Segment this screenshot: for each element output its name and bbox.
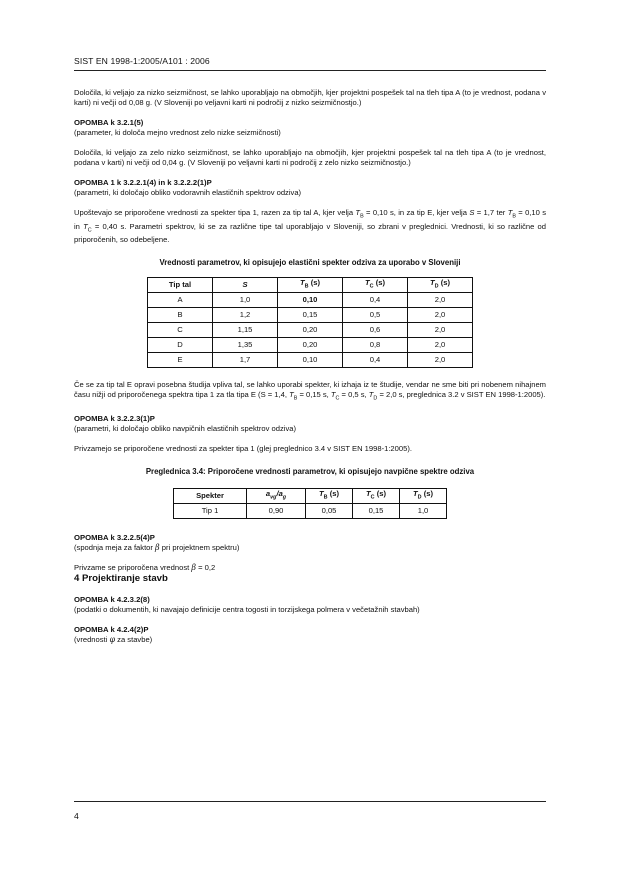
- col-header-tb: $T_B$ (s): [278, 278, 343, 293]
- phi-symbol: φ: [109, 634, 116, 644]
- cell-s: 1,35: [213, 338, 278, 353]
- cell-avg: 0,90: [247, 503, 306, 518]
- col-header-tip-tal: Tip tal: [148, 278, 213, 293]
- cell-tb: 0,10: [278, 293, 343, 308]
- table2-title: Preglednica 3.4: Priporočene vrednosti parametrov, ki opisujejo navpične spektre odziva: [145, 466, 475, 476]
- intro-paragraph: Določila, ki veljajo za nizko seizmičnost, se lahko uporabljajo na območjih, kjer projektni pospešek tal na tleh tipa A (to je vrednost, podana v karti) ni večji od 0,08 g. (V Sloveniji po veljavni karti ni področij z nizko seizmičnostjo.): [74, 88, 546, 107]
- note-title-3-2-2-1: OPOMBA 1 k 3.2.2.1(4) in k 3.2.2.2(1)P: [74, 178, 212, 187]
- col-header-td: $T_D$ (s): [408, 278, 473, 293]
- cell-tb: 0,10: [278, 353, 343, 368]
- cell-td: 2,0: [408, 323, 473, 338]
- cell-td: 1,0: [400, 503, 447, 518]
- table-soil-parameters: [147, 277, 473, 368]
- note-title-3-2-1-5: OPOMBA k 3.2.1(5): [74, 118, 144, 127]
- page-content: [74, 88, 546, 645]
- col-header-tc: $T_C$ (s): [353, 488, 400, 503]
- page-header: SIST EN 1998-1:2005/A101 : 2006: [74, 56, 210, 66]
- note-text-3-2-2-1: Upoštevajo se priporočene vrednosti za spekter tipa 1, razen za tip tal A, kjer velja $T_B = 0,10$ s, in za tip E, kjer velja S = 1,7 ter $T_B = 0,10$ s in $T_C = 0,40$ s. Parametri spektrov, ki se za različne tipe tal uporabljajo v Sloveniji, so zbrani v preglednici. Vrednosti, ki so različne od priporočenih, so odebeljene.: [74, 208, 547, 245]
- cell-tip: C: [148, 323, 213, 338]
- table1-title: Vrednosti parametrov, ki opisujejo elastični spekter odziva za uporabo v Sloveniji: [159, 258, 461, 268]
- table-row: [174, 503, 447, 518]
- table-row: [148, 338, 473, 353]
- table-row: [148, 353, 473, 368]
- col-header-s: S: [213, 278, 278, 293]
- table-row: [148, 293, 473, 308]
- section-4-heading: 4 Projektiranje stavb: [74, 572, 168, 584]
- cell-s: 1,2: [213, 308, 278, 323]
- col-header-spekter: Spekter: [174, 488, 247, 503]
- note-subtitle-3-2-2-3: (parametri, ki določajo obliko navpičnih elastičnih spektrov odziva): [74, 423, 297, 433]
- cell-tb: 0,20: [278, 323, 343, 338]
- table-row: [148, 323, 473, 338]
- col-header-tc: $T_C$ (s): [343, 278, 408, 293]
- cell-td: 2,0: [408, 293, 473, 308]
- cell-tip: E: [148, 353, 213, 368]
- note-subtitle-3-2-2-1: (parametri, ki določajo obliko vodoravnih elastičnih spektrov odziva): [74, 188, 302, 197]
- note-subtitle-3-2-1-5: (parameter, ki določa mejno vrednost zelo nizke seizmičnosti): [74, 128, 281, 137]
- cell-tc: 0,4: [343, 293, 408, 308]
- cell-tip: B: [148, 308, 213, 323]
- cell-td: 2,0: [408, 308, 473, 323]
- cell-tip: D: [148, 338, 213, 353]
- cell-spekter: Tip 1: [174, 503, 247, 518]
- note-text-3-2-1-5: Določila, ki veljajo za zelo nizko seizmičnost, se lahko uporabljajo na območjih, kjer projektni pospešek tal na tleh tipa A (to je vrednost, podana v karti) ni večji od 0,04 g. (V Sloveniji po veljavni karti ni področij z zelo nizko seizmičnostjo.): [74, 148, 546, 167]
- note-title-3-2-2-3: OPOMBA k 3.2.2.3(1)P: [74, 413, 155, 423]
- cell-tc: 0,6: [343, 323, 408, 338]
- note-title-4-2-3-2: OPOMBA k 4.2.3.2(8): [74, 594, 150, 604]
- cell-tc: 0,8: [343, 338, 408, 353]
- cell-td: 2,0: [408, 353, 473, 368]
- cell-td: 2,0: [408, 338, 473, 353]
- table-row: [148, 308, 473, 323]
- cell-tip: A: [148, 293, 213, 308]
- after-table1-paragraph: Če se za tip tal E opravi posebna študija vpliva tal, se lahko uporabi spekter, ki izhaja iz te študije, vendar ne sme biti pri nobenem nihajnem času nižji od priporočenega spektra tipa 1 za tla tipa E (S = 1,4, $T_B = 0,15$ s, $T_C = 0,5$ s, $T_D = 2,0$ s, preglednica 3.2 v SIST EN 1998-1:2005).: [74, 380, 546, 402]
- col-header-td: $T_D$ (s): [400, 488, 447, 503]
- cell-tc: 0,4: [343, 353, 408, 368]
- note-text-3-2-2-3: Privzamejo se priporočene vrednosti za spekter tipa 1 (glej preglednico 3.4 v SIST EN 1998-1:2005).: [74, 443, 412, 453]
- cell-s: 1,15: [213, 323, 278, 338]
- cell-s: 1,0: [213, 293, 278, 308]
- table-header-row: [148, 278, 473, 293]
- cell-tb: 0,15: [278, 308, 343, 323]
- note-title-4-2-4-2: OPOMBA k 4.2.4(2)P: [74, 624, 149, 634]
- note-subtitle-3-2-2-5: (spodnja meja za faktor β pri projektnem spektru): [74, 542, 240, 552]
- col-header-tb: $T_B$ (s): [306, 488, 353, 503]
- col-header-avg-ag: $a_{vg}/a_g$: [247, 488, 306, 503]
- note-title-3-2-2-5: OPOMBA k 3.2.2.5(4)P: [74, 532, 155, 542]
- note-text-3-2-2-5: Privzame se priporočena vrednost β = 0,2: [74, 562, 216, 572]
- page-number: 4: [74, 811, 79, 821]
- table-vertical-spectrum: [173, 488, 447, 519]
- table-header-row: [174, 488, 447, 503]
- cell-tb: 0,20: [278, 338, 343, 353]
- beta-symbol: β: [155, 542, 160, 552]
- cell-tc: 0,15: [353, 503, 400, 518]
- cell-tc: 0,5: [343, 308, 408, 323]
- header-rule: [74, 70, 546, 71]
- note-subtitle-4-2-4-2: (vrednosti φ za stavbe): [74, 634, 153, 644]
- cell-s: 1,7: [213, 353, 278, 368]
- cell-tb: 0,05: [306, 503, 353, 518]
- note-subtitle-4-2-3-2: (podatki o dokumentih, ki navajajo definicije centra togosti in torzijskega polmera v večetažnih stavbah): [74, 604, 420, 614]
- footer-rule: [74, 801, 546, 802]
